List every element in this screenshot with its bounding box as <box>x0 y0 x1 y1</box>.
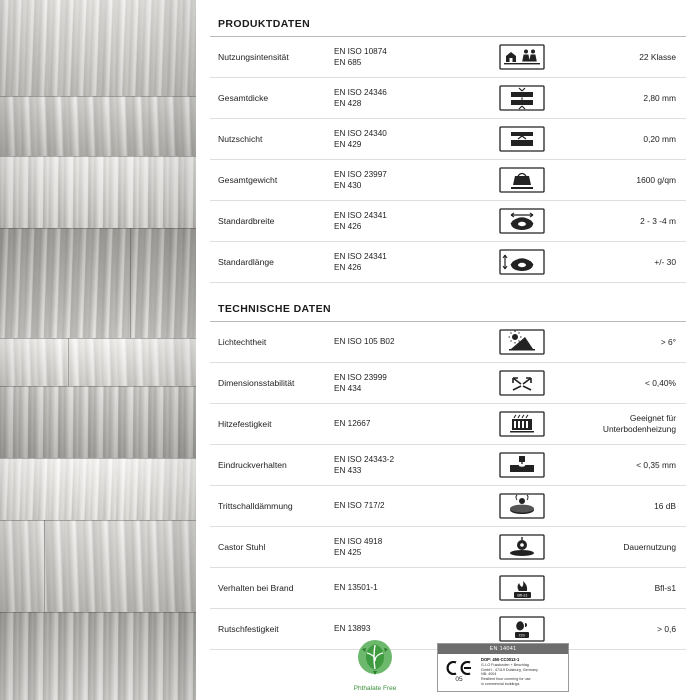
row-norm-line2: EN 426 <box>334 222 362 231</box>
row-norm-line1: EN ISO 24343-2 <box>334 454 395 464</box>
row-norm-line1: EN ISO 4918 <box>334 536 383 546</box>
row-norm-line2: EN 425 <box>334 548 362 557</box>
underfloor-heating-icon <box>452 411 592 437</box>
table-row <box>210 119 686 160</box>
row-norm-line1: EN ISO 24341 <box>334 251 387 261</box>
row-norm-line1: EN ISO 24340 <box>334 128 387 138</box>
row-norm-line1: EN ISO 23997 <box>334 169 387 179</box>
row-norm-line1: EN ISO 717/2 <box>334 501 385 511</box>
ce-declaration-box <box>437 643 569 692</box>
total-thickness-icon <box>452 85 592 111</box>
row-label: Rutschfestigkeit <box>218 624 279 634</box>
row-norm <box>334 536 452 558</box>
residual-indentation-icon <box>452 452 592 478</box>
row-norm <box>334 454 452 476</box>
ce-text-block <box>481 657 538 687</box>
row-value: 2 - 3 -4 m <box>640 215 676 226</box>
row-norm-line2: EN 430 <box>334 181 362 190</box>
impact-sound-insulation-icon <box>452 493 592 519</box>
row-norm-line1: EN 12667 <box>334 419 371 429</box>
row-label: Lichtechtheit <box>218 337 267 347</box>
row-norm-line1: EN ISO 105 B02 <box>334 337 395 347</box>
technische-daten-rows <box>210 322 686 650</box>
row-norm <box>334 46 452 68</box>
recycle-leaf-icon <box>353 638 397 678</box>
row-label: Standardbreite <box>218 216 275 226</box>
ce-nb-line: NB: 4004 <box>481 672 497 677</box>
row-norm-line1: EN 13893 <box>334 624 371 634</box>
table-row <box>210 486 686 527</box>
row-value: < 0,35 mm <box>636 459 676 470</box>
row-norm-line2: EN 433 <box>334 466 362 475</box>
row-label: Hitzefestigkeit <box>218 419 272 429</box>
row-label: Nutzschicht <box>218 134 263 144</box>
row-norm <box>334 582 452 593</box>
row-value: > 0,6 <box>657 623 676 634</box>
table-row <box>210 568 686 609</box>
ce-address-line: GmbH - 47119 Duisburg, Germany <box>481 667 538 672</box>
row-value: 22 Klasse <box>639 51 676 62</box>
ce-logo-icon <box>444 661 474 675</box>
table-row <box>210 160 686 201</box>
ce-mark <box>442 657 476 687</box>
total-weight-icon <box>452 167 592 193</box>
ce-usage-line-2: in commercial buildings <box>481 682 520 687</box>
row-value: > 6° <box>660 336 676 347</box>
row-norm <box>334 500 452 511</box>
row-norm-line2: EN 434 <box>334 384 362 393</box>
castor-chair-icon <box>452 534 592 560</box>
row-norm-line1: EN ISO 10874 <box>334 46 387 56</box>
svg-text:Bfl-s1: Bfl-s1 <box>517 592 528 598</box>
row-label: Nutzungsintensität <box>218 52 289 62</box>
row-norm-line1: EN ISO 24346 <box>334 87 387 97</box>
section-title-produktdaten: PRODUKTDATEN <box>218 18 311 30</box>
table-row <box>210 404 686 445</box>
row-norm <box>334 128 452 150</box>
section-title-technische-daten: TECHNISCHE DATEN <box>218 303 331 315</box>
dimensional-stability-arrows-icon <box>452 370 592 396</box>
row-label: Gesamtdicke <box>218 93 269 103</box>
standard-length-icon <box>452 249 592 275</box>
standard-width-icon <box>452 208 592 234</box>
row-norm <box>334 169 452 191</box>
table-row <box>210 37 686 78</box>
row-label: Gesamtgewicht <box>218 175 278 185</box>
table-row <box>210 78 686 119</box>
row-value: Bfl-s1 <box>654 582 676 593</box>
phthalate-free-label: Phthalate Free <box>353 685 397 692</box>
datasheet-content <box>196 0 700 700</box>
row-value: Dauernutzung <box>623 541 676 552</box>
ce-usage-line-1: Resilient floor covering for use <box>481 677 531 682</box>
row-label: Dimensionsstabilität <box>218 378 295 388</box>
table-row <box>210 363 686 404</box>
row-norm <box>334 336 452 347</box>
row-norm <box>334 87 452 109</box>
row-norm-line2: EN 685 <box>334 58 362 67</box>
row-label: Standardlänge <box>218 257 274 267</box>
row-norm <box>334 251 452 273</box>
ce-standard-header: EN 14041 <box>438 644 568 654</box>
fire-behaviour-icon <box>452 575 592 601</box>
row-label: Verhalten bei Brand <box>218 583 294 593</box>
wear-layer-icon <box>452 126 592 152</box>
row-norm <box>334 418 452 429</box>
phthalate-free-badge <box>327 638 423 692</box>
row-norm <box>334 372 452 394</box>
table-row <box>210 527 686 568</box>
table-row <box>210 242 686 283</box>
row-norm-line1: EN ISO 23999 <box>334 372 387 382</box>
row-value: < 0,40% <box>645 377 676 388</box>
row-label: Castor Stuhl <box>218 542 266 552</box>
row-value: 1600 g/qm <box>636 174 676 185</box>
row-norm <box>334 210 452 232</box>
row-norm-line1: EN ISO 24341 <box>334 210 387 220</box>
lightfastness-sun-icon <box>452 329 592 355</box>
row-norm-line2: EN 429 <box>334 140 362 149</box>
row-value: 2,80 mm <box>643 92 676 103</box>
table-row <box>210 201 686 242</box>
produktdaten-rows <box>210 37 686 283</box>
svg-text:DS: DS <box>519 632 525 638</box>
ce-number: 05 <box>455 676 463 684</box>
row-label: Trittschalldämmung <box>218 501 293 511</box>
row-value: 0,20 mm <box>643 133 676 144</box>
row-value: 16 dB <box>654 500 676 511</box>
table-row <box>210 445 686 486</box>
row-norm <box>334 623 452 634</box>
footer-badges <box>196 638 700 692</box>
table-row <box>210 322 686 363</box>
row-norm-line2: EN 428 <box>334 99 362 108</box>
row-norm-line2: EN 426 <box>334 263 362 272</box>
row-value: +/- 30 <box>654 256 676 267</box>
row-label: Eindruckverhalten <box>218 460 287 470</box>
wood-plank-flooring-photo <box>0 0 196 700</box>
ce-company-line: G-I-O Fussboden + Beschlag <box>481 662 529 667</box>
row-value: Geeignet für Unterbodenheizung <box>602 413 676 434</box>
house-commercial-usage-icon <box>452 44 592 70</box>
row-norm-line1: EN 13501-1 <box>334 583 378 593</box>
ce-dop-line: DOP: 450-CC0013-1 <box>481 657 520 663</box>
